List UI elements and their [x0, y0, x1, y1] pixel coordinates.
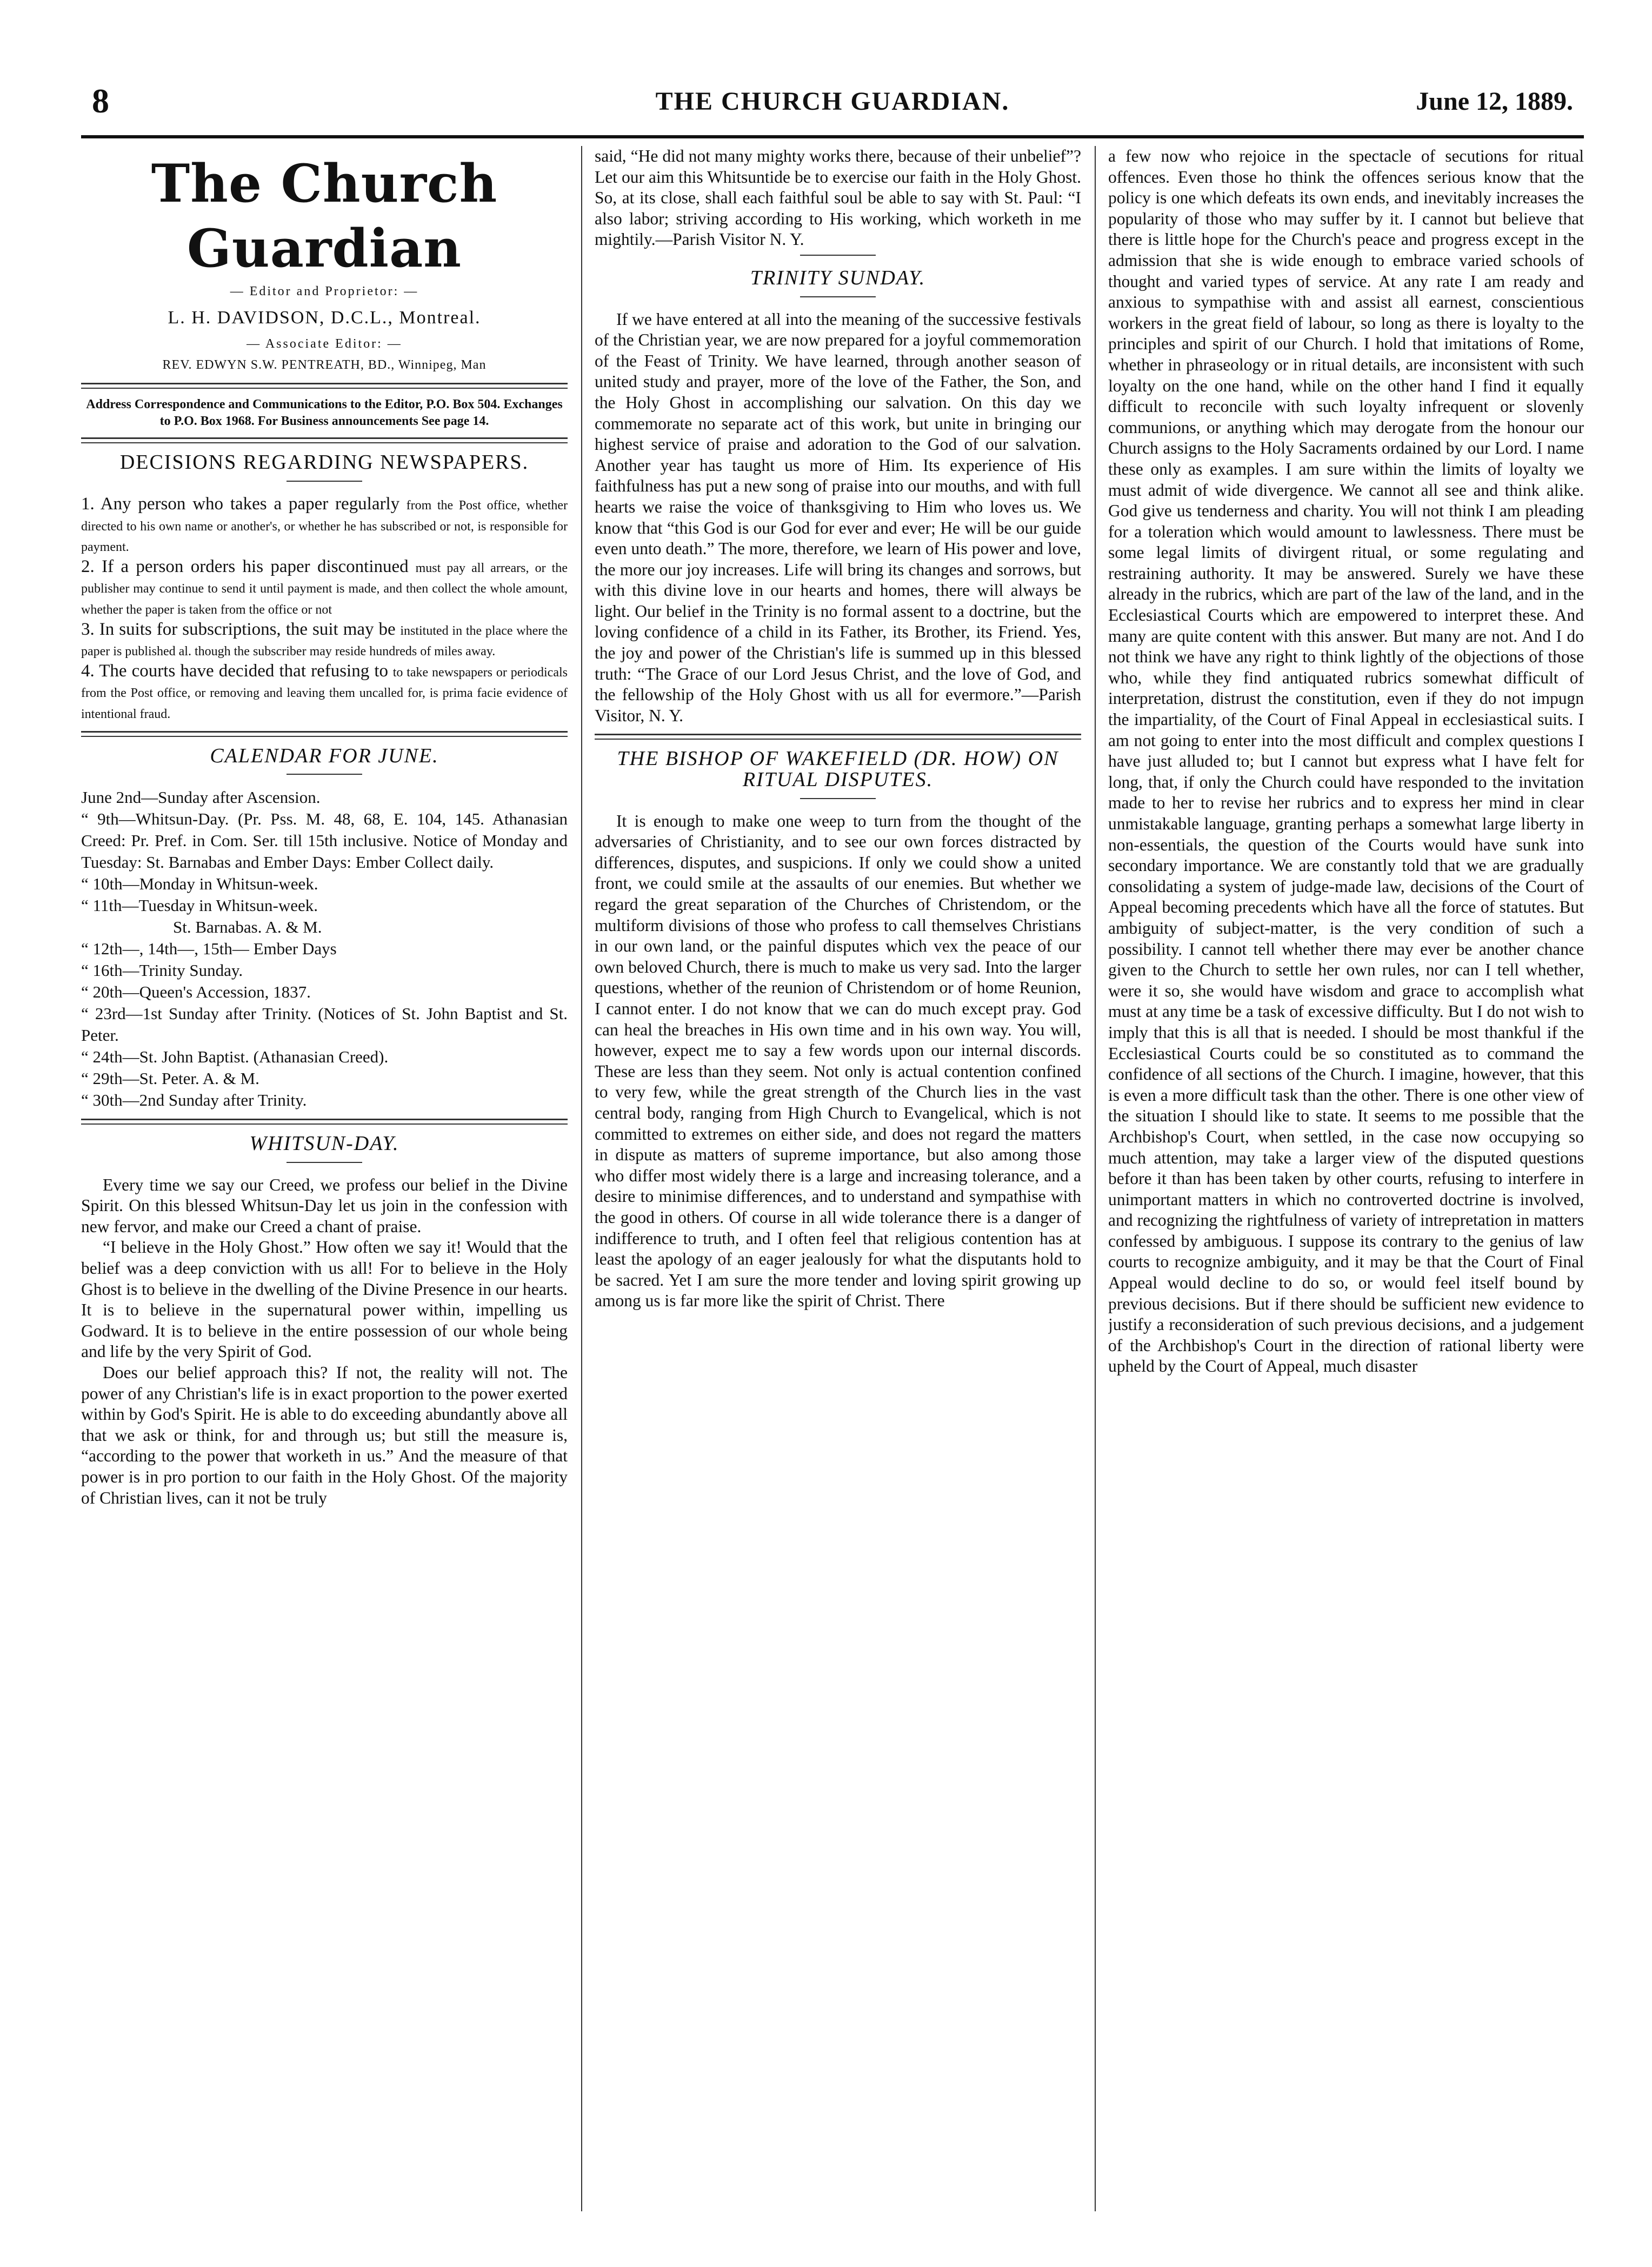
decision-item: 2. If a person orders his paper discontinued must pay all arrears, or the publisher may continue to send it until payment is made, and then collect the whole amount, whether the paper is taken from the office or not — [81, 556, 568, 617]
whitsun-heading: WHITSUN-DAY. — [249, 1132, 399, 1155]
calendar-entry: June 2nd—Sunday after Ascension. — [81, 788, 321, 807]
calendar-entry: “ 11th—Tuesday in Whitsun-week. — [81, 896, 318, 915]
column-rule — [1095, 146, 1096, 2211]
divider — [287, 481, 362, 482]
divider — [81, 731, 568, 737]
divider — [81, 437, 568, 443]
associate-label: — Associate Editor: — — [247, 337, 402, 351]
editor-label: — Editor and Proprietor: — — [230, 284, 419, 298]
article-paragraph: Every time we say our Creed, we profess our belief in the Divine Spirit. On this blessed Whitsun-Day let us join in the confession with new fervor, and make our Creed a chant of praise. — [81, 1175, 568, 1236]
column-3 — [1108, 146, 1584, 2211]
article-paragraph: “I believe in the Holy Ghost.” How often we say it! Would that the belief was a deep conviction with us all! For to believe in the Holy Ghost is to believe in the dwelling of the Divine Presence in our hearts. It is to believe in the supernatural power within, impelling us Godward. It is to believe in the entire possession of our whole being and life by the very Spirit of God. — [81, 1238, 568, 1361]
calendar-entry: “ 9th—Whitsun-Day. (Pr. Pss. M. 48, 68, E. 104, 145. Athanasian Creed: Pr. Pref. in Com. Ser. till 15th inclusive. Notice of Monday and Tuesday: St. Barnabas and Ember Days: Ember Collect daily. — [81, 809, 568, 872]
article-paragraph: Does our belief approach this? If not, the reality will not. The power of any Christian's life is in exact proportion to the power exerted within by God's Spirit. He is able to do exceeding abundantly above all that we ask or think, for and through us; but still the measure is, “according to the power that worketh in us.” And the measure of that power is in pro portion to our faith in the Holy Ghost. Of the majority of Christian lives, can it not be truly — [81, 1363, 568, 1507]
calendar-entry: “ 16th—Trinity Sunday. — [81, 961, 243, 980]
calendar-entry: “ 10th—Monday in Whitsun-week. — [81, 874, 318, 894]
page-number: 8 — [92, 82, 109, 120]
article-paragraph: It is enough to make one weep to turn from the thought of the adversaries of Christianity, and to see our own forces distracted by differences, disputes, and suspicions. If only we could show a united front, we could smile at the assaults of our enemies. But whether we regard the great separation of the Churches of Christendom, or the multiform divisions of those who profess to call themselves Christians in our own land, or the painful disputes which vex the peace of our own beloved Church, there is much to make us very sad. Into the larger questions, whether of the reunion of Christendom or of home Reunion, I cannot enter. I do not know that we can do much except pray. God can heal the breaches in His own time and in his own way. You will, however, expect me to say a few words upon our internal discords. These are less than they seem. Not only is actual contention confined to very few, while the great strength of the Church lies in the vast central body, ranging from High Church to Evangelical, which is not committed to extremes on either side, and does not regard the matters in dispute as matters of supreme importance, but also among those who differ most widely there is a large and increasing tolerance, and a desire to minimise differences, and to understand and sympathise with the good in others. Of course in all wide tolerance there is a danger of indifference to truth, and I often feel that religious contention has at least the apology of an eager jealously for what the disputants hold to be sacred. Yet I am sure the more tender and loving spirit growing up among us is far more like the spirit of Christ. There — [595, 811, 1081, 1311]
running-title: THE CHURCH GUARDIAN. — [655, 87, 1010, 116]
column-2 — [595, 146, 1081, 2211]
decision-item: 4. The courts have decided that refusing to to take newspapers or periodicals from the Post office, or removing and leaving them uncalled for, is prima facie evidence of intentional fraud. — [81, 661, 568, 721]
calendar-entry: “ 12th—, 14th—, 15th— Ember Days — [81, 939, 337, 959]
column-1 — [81, 146, 568, 2211]
decisions-heading: DECISIONS REGARDING NEWSPAPERS. — [119, 451, 529, 474]
decisions-list — [81, 494, 568, 723]
column-rule — [581, 146, 582, 2211]
nameplate: The Church Guardian — [151, 153, 498, 279]
calendar-entry: “ 23rd—1st Sunday after Trinity. (Notices of St. John Baptist and St. Peter. — [81, 1004, 568, 1045]
article-paragraph: said, “He did not many mighty works there, because of their unbelief”? Let our aim this Whitsuntide be to exercise our faith in the Holy Ghost. So, at its close, shall each faithful soul be able to say with St. Paul: “I also labor; striving according to His working, which worketh in me mightily.—Parish Visitor N. Y. — [595, 147, 1081, 249]
newspaper-page — [81, 65, 1584, 2217]
calendar-list — [81, 787, 568, 1111]
article-paragraph: a few now who rejoice in the spectacle of secutions for ritual offences. Even those ho think the offences serious know that the policy is one which defeats its own ends, and inevitably increases the popularity of those who may suffer by it. I cannot but believe that there is little hope for the Church's peace and progress except in the admission that she is wide enough to embrace varied schools of thought and varied types of service. At any rate I am ready and anxious to sympathise with and assist all earnest, conscientious workers in the great field of labour, so long as there is loyalty to the principles and spirit of our Church. I hold that imitations of Rome, whether in phraseology or in ritual details, are inconsistent with such loyalty on the one hand, while on the other hand I find it equally difficult to reconcile with such loyalty infrequent or slovenly communions, or anything which may derogate from the honour our Church assigns to the Holy Sacraments ordained by our Lord. I name these only as examples. I am sure within the limits of loyalty we must admit of wide divergence. We cannot all see and think alike. God give us tenderness and charity. You will not think I am pleading for a toleration which would amount to lawlessness. There must be some legal limits of divirgent ritual, or some regulating and restraining authority. It may be answered. Surely we have these already in the rubrics, which are part of the law of the land, and in the Ecclesiastical Courts which are empowered to interpret these. And many are quite content with this answer. But many are not. And I do not think we have any right to think lightly of the objections of those who, while they find antiquated rubrics somewhat difficult of interpretation, distrust the constitution, even if they do not impugn the impartiality, of the Court of Final Appeal in ecclesiastical suits. I am not going to enter into the most difficult and complex questions I have just alluded to; but I cannot but express what I have felt for long, that, if only the Church could have responded to the invitation made to her to revise her rubrics and to express her mind in clear unmistakable language, granting perhaps a somewhat large liberty in non-essentials, the question of the Courts would have sunk into secondary importance. We are constantly told that we are gradually consolidating a system of judge-made law, decisions of the Court of Appeal becoming precedents which have all the force of statutes. But ambiguity of subject-matter, is the very condition of such a possibility. I cannot tell whether there may ever be another chance given to the Church to settle her own rules, nor can I tell whether, were it so, she would have wisdom and grace to accomplish what must at any time be a task of excessive difficulty. But I do not wish to imply that this is all that is needed. I should be most thankful if the Ecclesiastical Courts could be so constituted as to command the confidence of all sections of the Church. I imagine, however, that this is even a more difficult task than the other. There is one other view of the situation I should like to state. It seems to me possible that the Archbishop's Court, when settled, in the case now occupying so much attention, may take a larger view of the disputed questions before it than has been taken by other courts, refusing to interfere in unimportant matters in which no controverted doctrine is involved, and recognizing the rightfulness of variety of intrepretation in matters confessed by ambiguous. I suppose its contrary to the genius of law courts to recognize ambiguity, and it may be that the Court of Final Appeal would decline to do so, or would feel itself bound by previous decisions. But if there should be sufficient new evidence to justify a reconsideration of such previous decisions, and a judgement of the Archbishop's Court in the direction of rational liberty were upheld by the Court of Appeal, much disaster — [1108, 147, 1584, 1376]
calendar-entry: “ 30th—2nd Sunday after Trinity. — [81, 1091, 307, 1110]
divider — [800, 255, 876, 256]
divider — [800, 296, 876, 297]
divider — [81, 1119, 568, 1125]
calendar-heading: CALENDAR FOR JUNE. — [210, 744, 439, 767]
divider — [800, 798, 876, 799]
decision-item: 1. Any person who takes a paper regularly from the Post office, whether directed to his own name or another's, or whether he has subscribed or not, is responsible for payment. — [81, 494, 568, 555]
bishop-heading: THE BISHOP OF WAKEFIELD (DR. HOW) ON RITUAL DISPUTES. — [617, 747, 1059, 792]
article-paragraph: If we have entered at all into the meaning of the successive festivals of the Christian year, we are now prepared for a joyful commemoration of the Feast of Trinity. We have learned, through another season of united study and prayer, more of the love of the Father, the Son, and the Holy Ghost in accomplishing our salvation. On this day we commemorate no separate act of this work, but unite in bringing our highest service of praise and adoration to the God of our salvation. Another year has taught us more of Him. Its experience of His faithfulness has put a new song of praise into our mouths, and with full hearts we raise the voice of thanksgiving to Him who loves us. We know that “this God is our God for ever and ever; He will be our guide even unto death.” The more, therefore, we learn of His power and love, the more our joy increases. Life will bring its changes and sorrows, but with this divine love in our hearts and homes, there will always be light. Our belief in the Trinity is no formal assent to a doctrine, but the loving confidence of a child in its Father, its Brother, its Friend. Yes, the joy and power of the Christian's life is summed up in this blessed truth: “The Grace of our Lord Jesus Christ, and the love of God, and the fellowship of the Holy Ghost with us all for evermore.”—Parish Visitor, N. Y. — [595, 309, 1081, 725]
address-notice: Address Correspondence and Communications to the Editor, P.O. Box 504. Exchanges to P.O. Box 1968. For Business announcements See page 14. — [86, 397, 563, 429]
trinity-heading: TRINITY SUNDAY. — [750, 266, 926, 289]
editor-name: L. H. DAVIDSON, D.C.L., Montreal. — [168, 307, 481, 328]
calendar-entry: “ 29th—St. Peter. A. & M. — [81, 1069, 259, 1088]
issue-date: June 12, 1889. — [1416, 87, 1573, 116]
divider — [81, 383, 568, 389]
masthead — [81, 65, 1584, 138]
divider — [595, 734, 1081, 740]
decision-item: 3. In suits for subscriptions, the suit may be instituted in the place where the paper is published al. though the subscriber may reside hundreds of miles away. — [81, 619, 568, 659]
calendar-entry: “ 20th—Queen's Accession, 1837. — [81, 982, 311, 1002]
divider — [287, 1162, 362, 1163]
associate-name: REV. EDWYN S.W. PENTREATH, BD., Winnipeg, Man — [162, 357, 487, 372]
divider — [287, 774, 362, 775]
calendar-entry: St. Barnabas. A. & M. — [173, 918, 322, 937]
calendar-entry: “ 24th—St. John Baptist. (Athanasian Creed). — [81, 1047, 389, 1067]
